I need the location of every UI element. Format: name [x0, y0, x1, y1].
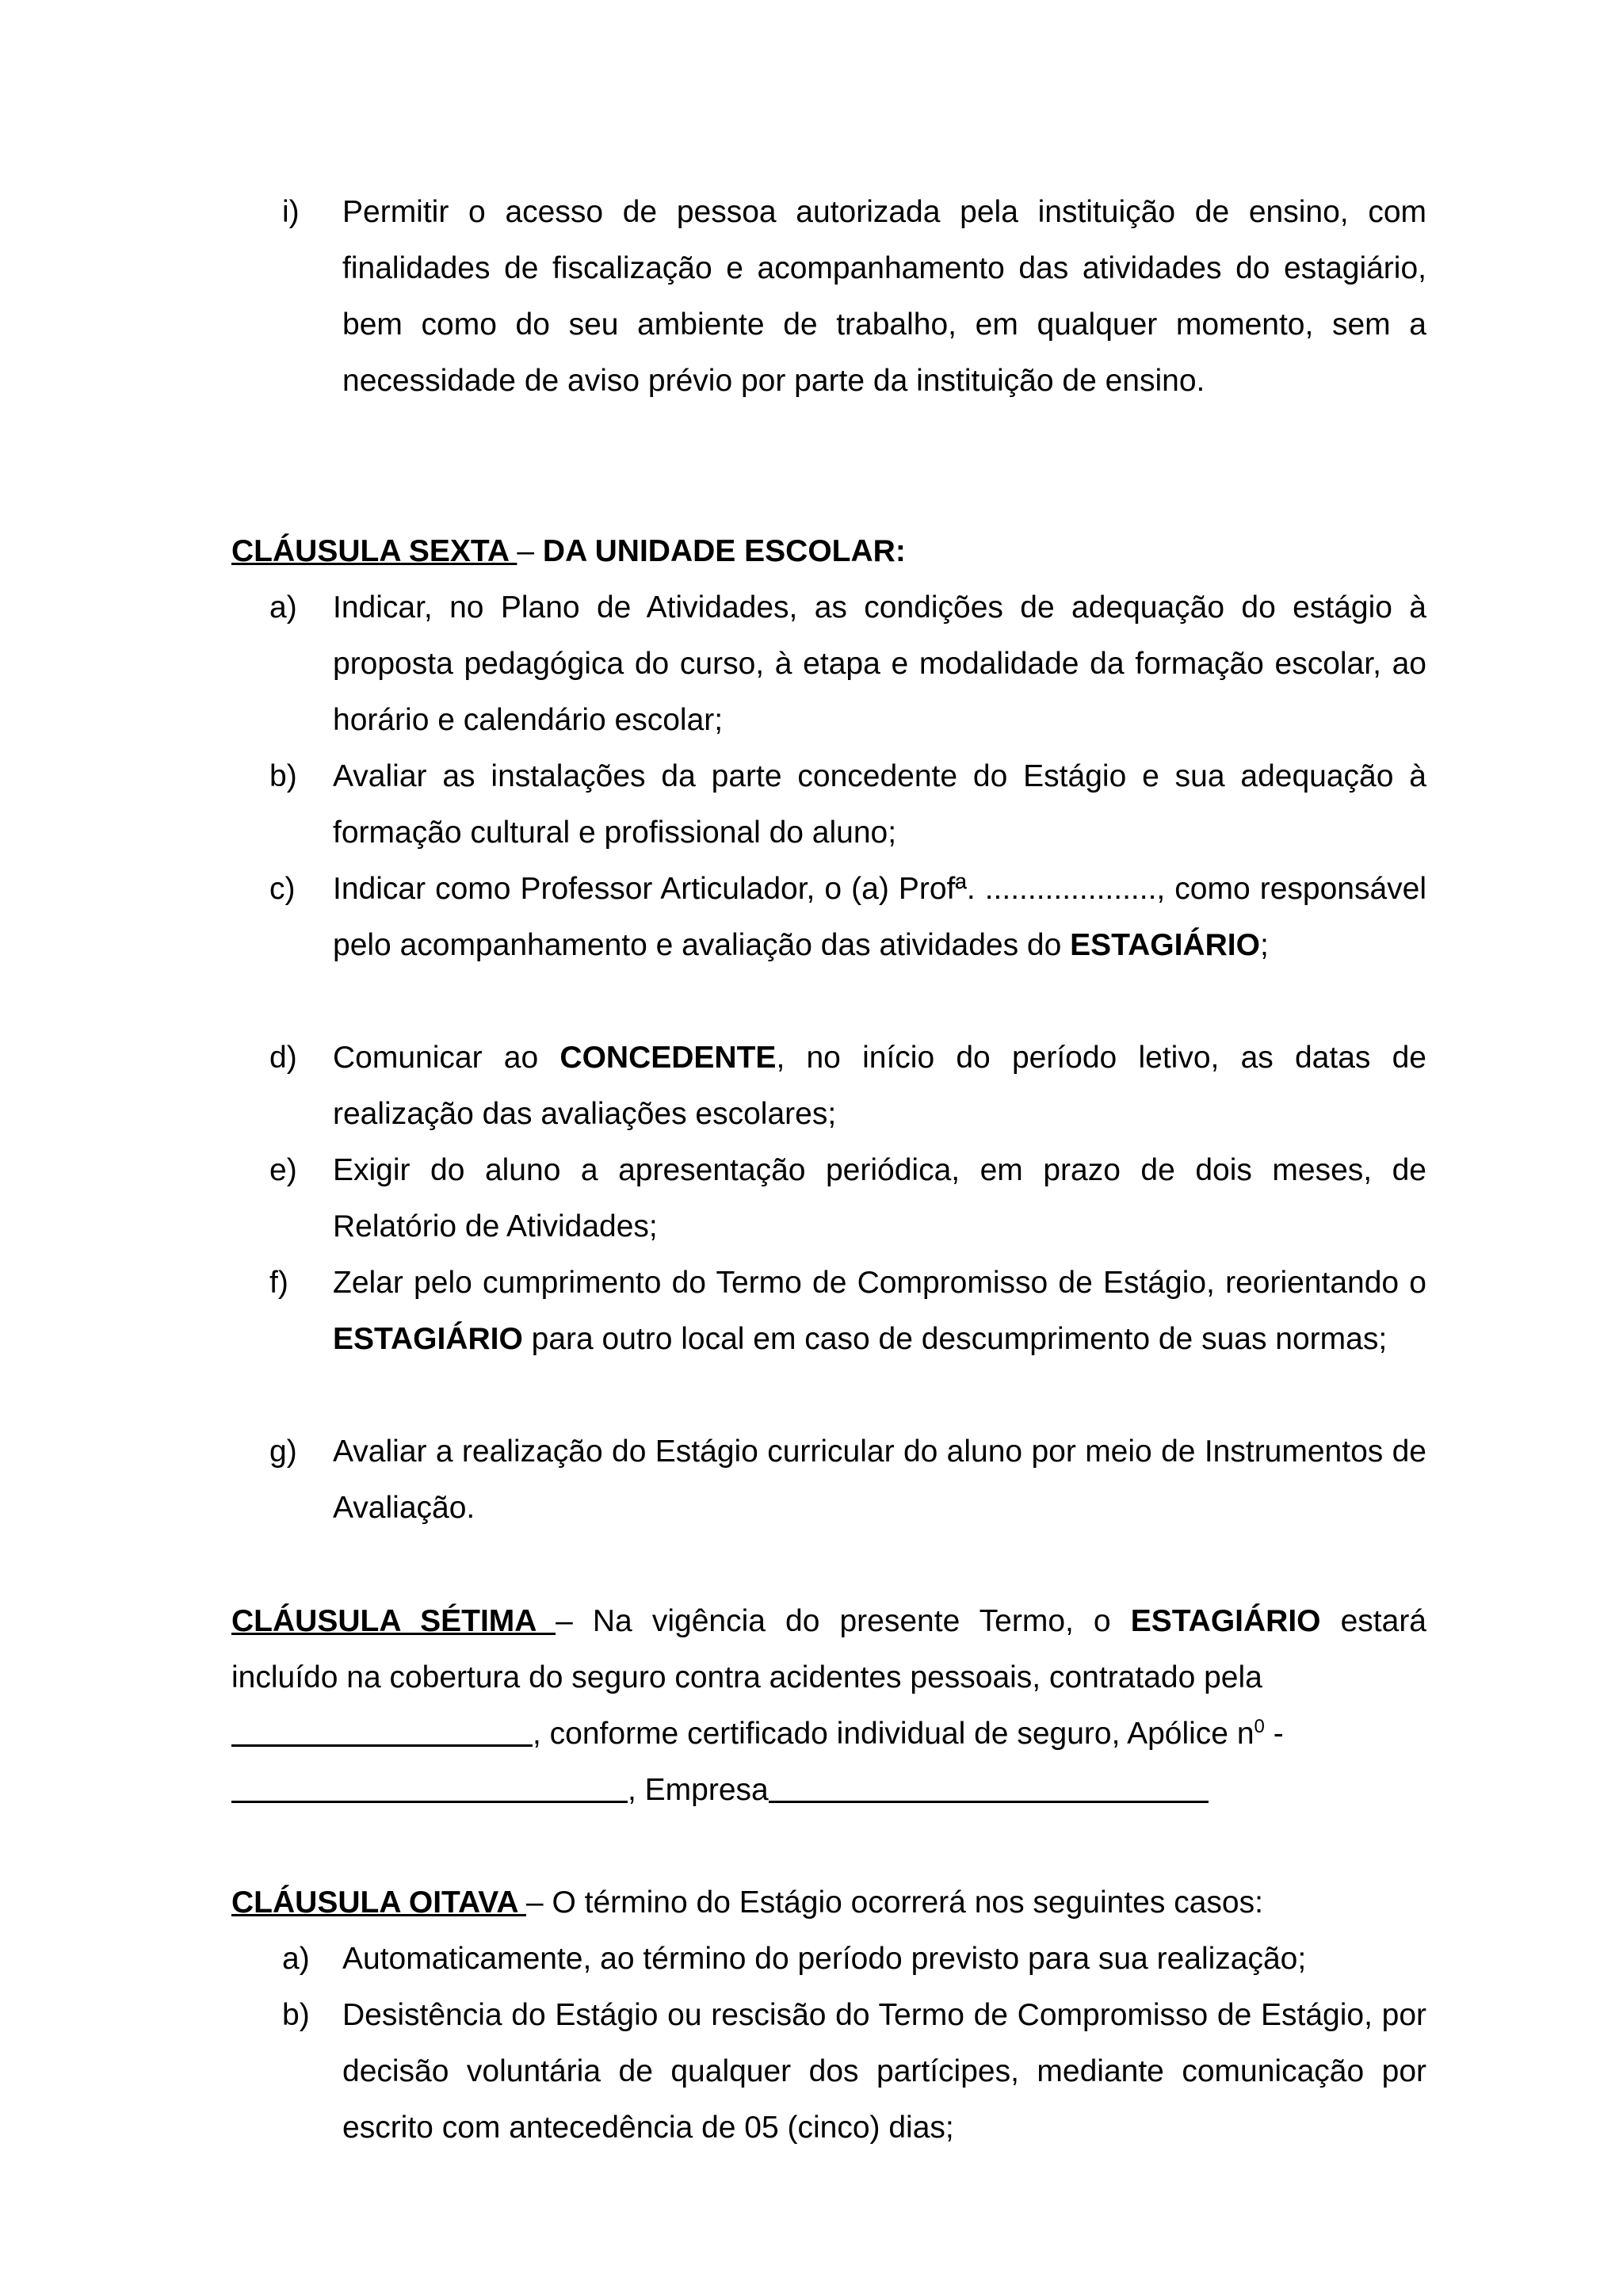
list-marker: a) — [269, 590, 297, 625]
blank-line — [231, 1713, 533, 1747]
clause-sexta-item-a: Indicar, no Plano de Atividades, as condições de adequação do estágio à proposta pedagógica do curso, à etapa e modalidade da formação escolar, ao horário e calendário escolar; — [333, 590, 1426, 737]
clause-sexta-item-e: Exigir do aluno a apresentação periódica, em prazo de dois meses, de Relatório de Atividades; — [333, 1153, 1426, 1244]
list-marker: d) — [269, 1041, 297, 1075]
blank-line — [769, 1769, 1209, 1803]
clause-setima: CLÁUSULA SÉTIMA – Na vigência do presente Termo, o ESTAGIÁRIO estará incluído na cobertura do seguro contra acidentes pessoais, contratado pela , conforme certificado individual de seguro, Apólice $n^0$ - — [231, 1604, 1426, 1751]
list-marker: c) — [269, 872, 296, 906]
clause-sexta-heading: CLÁUSULA SEXTA – DA UNIDADE ESCOLAR: — [231, 534, 906, 568]
clause-sexta-item-d: Comunicar ao CONCEDENTE, no início do período letivo, as datas de realização das avaliações escolares; — [333, 1041, 1427, 1131]
blank-line — [231, 1769, 628, 1803]
list-marker: f) — [269, 1266, 288, 1300]
list-marker: e) — [269, 1153, 297, 1187]
clause-item-i: Permitir o acesso de pessoa autorizada pela instituição de ensino, com finalidades de fiscalização e acompanhamento das atividades do estagiário, bem como do seu ambiente de trabalho, em qualquer momento, sem a necessidade de aviso prévio por parte da instituição de ensino. — [342, 195, 1426, 398]
list-marker: b) — [282, 1998, 310, 2032]
clause-sexta-item-f: Zelar pelo cumprimento do Termo de Compromisso de Estágio, reorientando o ESTAGIÁRIO para outro local em caso de descumprimento de suas normas; — [333, 1266, 1426, 1356]
clause-sexta-item-b: Avaliar as instalações da parte concedente do Estágio e sua adequação à formação cultural e profissional do aluno; — [333, 759, 1426, 850]
clause-setima-blanks: , Empresa — [231, 1762, 1426, 1818]
clause-oitava-heading: CLÁUSULA OITAVA – O término do Estágio ocorrerá nos seguintes casos: — [231, 1885, 1263, 1920]
clause-sexta-item-c: Indicar como Professor Articulador, o (a) Profª. ...................., como responsável pelo acompanhamento e avaliação das atividades do ESTAGIÁRIO; — [333, 872, 1426, 962]
clause-oitava-item-b: Desistência do Estágio ou rescisão do Termo de Compromisso de Estágio, por decisão voluntária de qualquer dos partícipes, mediante comunicação por escrito com antecedência de 05 (cinco) dias; — [342, 1998, 1426, 2145]
clause-sexta-item-g: Avaliar a realização do Estágio curricular do aluno por meio de Instrumentos de Avaliação. — [333, 1435, 1426, 1525]
list-marker: a) — [282, 1942, 310, 1976]
list-marker: g) — [269, 1435, 297, 1469]
list-marker: i) — [282, 195, 300, 229]
list-marker: b) — [269, 759, 297, 793]
clause-oitava-item-a: Automaticamente, ao término do período previsto para sua realização; — [342, 1942, 1307, 1976]
